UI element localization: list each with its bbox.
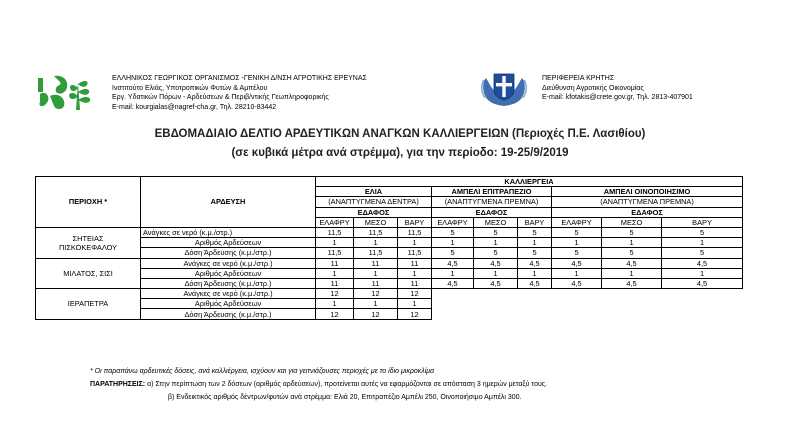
value-cell: 5: [432, 248, 474, 258]
value-cell: 5: [474, 248, 518, 258]
region-cell: [36, 289, 141, 320]
value-cell: 1: [316, 299, 354, 309]
soil-type-light: ΕΛΑΦΡΥ: [316, 217, 354, 227]
value-cell: 5: [552, 248, 602, 258]
value-cell: 1: [432, 238, 474, 248]
value-cell: 12: [398, 309, 432, 319]
institute-line-4: E-mail: kourgialas@nagref-cha.gr, Τηλ. 28210-83442: [112, 103, 277, 111]
table-row: [36, 309, 743, 319]
soil-header: ΕΔΑΦΟΣ: [316, 207, 432, 217]
soil-type-medium: ΜΕΣΟ: [602, 217, 662, 227]
bulletin-subtitle: (σε κυβικά μέτρα ανά στρέμμα), για την περίοδο: 19-25/9/2019: [231, 147, 569, 159]
remark-a: α) Στην περίπτωση των 2 δόσεων (αριθμός αρδεύσεων), προτείνεται αυτές να εφαρμόζονται σε απόσταση 3 ημερών μεταξύ τους.: [147, 381, 548, 388]
table-row: [36, 278, 743, 288]
value-cell: 5: [602, 227, 662, 237]
value-cell: 4,5: [662, 258, 743, 268]
value-cell: 11,5: [316, 227, 354, 237]
value-cell: 4,5: [474, 278, 518, 288]
value-cell: 11: [354, 278, 398, 288]
row-label-water-needs: Ανάγκες σε νερό (κ.μ./στρ.): [141, 289, 316, 299]
region-name: ΠΙΣΚΟΚΕΦΑΛΟΥ: [58, 242, 118, 252]
crop-wine-grape-header: ΑΜΠΕΛΙ ΟΙΝΟΠΟΙΗΣΙΜΟ: [552, 187, 743, 197]
institute-line-2: Ινστιτούτο Ελιάς, Υποτροπικών Φυτών & Αμπέλου: [112, 84, 268, 92]
row-label-irrigation-count: Αριθμός Αρδεύσεων: [141, 299, 316, 309]
value-cell: 12: [316, 289, 354, 299]
remarks-line-a: [90, 378, 547, 391]
footnote: * Οι παραπάνω αρδευτικές δόσεις, ανά καλλιέργεια, ισχύουν και για γειτνιάζουσες περιοχές με το ίδιο μικροκλίμα: [90, 368, 435, 375]
value-cell: 5: [602, 248, 662, 258]
value-cell: 1: [662, 268, 743, 278]
value-cell: 11,5: [354, 227, 398, 237]
table-row: [36, 238, 743, 248]
soil-type-light: ΕΛΑΦΡΥ: [552, 217, 602, 227]
soil-type-heavy: ΒΑΡΥ: [518, 217, 552, 227]
elgo-dimitra-logo-icon: [36, 72, 104, 112]
soil-header: ΕΔΑΦΟΣ: [552, 207, 743, 217]
value-cell: 5: [552, 227, 602, 237]
greek-coat-of-arms-icon: [478, 68, 530, 108]
remarks-label: ΠΑΡΑΤΗΡΗΣΕΙΣ:: [90, 381, 146, 388]
value-cell: 12: [398, 289, 432, 299]
institute-line-1: ΕΛΛΗΝΙΚΟΣ ΓΕΩΡΓΙΚΟΣ ΟΡΓΑΝΙΣΜΟΣ -ΓΕΝΙΚΗ Δ/ΝΣΗ ΑΓΡΟΤΙΚΗΣ ΕΡΕΥΝΑΣ: [112, 75, 367, 82]
value-cell: 11: [398, 258, 432, 268]
value-cell: 1: [602, 238, 662, 248]
header-row-crops: [36, 177, 743, 187]
table-row: [36, 227, 743, 237]
value-cell: 4,5: [518, 278, 552, 288]
value-cell: 1: [316, 268, 354, 278]
region-column-header: ΠΕΡΙΟΧΗ *: [36, 177, 141, 228]
value-cell: 1: [602, 268, 662, 278]
value-cell: 1: [354, 299, 398, 309]
soil-type-light: ΕΛΑΦΡΥ: [432, 217, 474, 227]
table-row: [36, 258, 743, 268]
value-cell: 1: [354, 268, 398, 278]
value-cell: 1: [432, 268, 474, 278]
value-cell: 12: [354, 289, 398, 299]
region-line-3: E-mail: kfotakis@crete.gov.gr, Τηλ. 2813-407901: [542, 94, 693, 101]
value-cell: 11: [316, 258, 354, 268]
value-cell: 12: [354, 309, 398, 319]
row-label-water-needs: Ανάγκες σε νερό (κ.μ./στρ.): [141, 258, 316, 268]
institute-header: [36, 72, 416, 116]
region-cell: [36, 227, 141, 258]
value-cell: 11: [354, 258, 398, 268]
value-cell: 1: [552, 238, 602, 248]
value-cell: 11,5: [398, 248, 432, 258]
value-cell: 11,5: [354, 248, 398, 258]
table-row: [36, 248, 743, 258]
value-cell: 1: [518, 268, 552, 278]
value-cell: 11: [316, 278, 354, 288]
remark-b: β) Ενδεικτικός αριθμός δέντρων/φυτών ανά στρέμμα: Ελιά 20, Επιτραπέζιο Αμπέλι 250, Οινοποιήσιμο Αμπέλι 300.: [168, 394, 522, 401]
soil-type-heavy: ΒΑΡΥ: [398, 217, 432, 227]
value-cell: 5: [474, 227, 518, 237]
row-label-water-needs: Ανάγκες σε νερό (κ.μ./στρ.): [141, 227, 316, 237]
value-cell: 4,5: [602, 258, 662, 268]
region-cell: [36, 258, 141, 289]
value-cell: 12: [316, 309, 354, 319]
table-row: [36, 268, 743, 278]
value-cell: 11,5: [398, 227, 432, 237]
crop-table-grape-header: ΑΜΠΕΛΙ ΕΠΙΤΡΑΠΕΖΙΟ: [432, 187, 552, 197]
empty-area: [432, 289, 743, 299]
value-cell: 1: [316, 238, 354, 248]
value-cell: 4,5: [552, 278, 602, 288]
value-cell: 1: [474, 268, 518, 278]
value-cell: 1: [398, 238, 432, 248]
value-cell: 5: [432, 227, 474, 237]
value-cell: 1: [398, 268, 432, 278]
table-row: [36, 299, 743, 309]
value-cell: 5: [518, 248, 552, 258]
institute-line-3: Εργ. Υδατικών Πόρων - Αρδεύσεων & Περιβ/ντικής Γεωπληροφορικής: [112, 94, 329, 101]
bulletin-title: ΕΒΔΟΜΑΔΙΑΙΟ ΔΕΛΤΙΟ ΑΡΔΕΥΤΙΚΩΝ ΑΝΑΓΚΩΝ ΚΑΛΛΙΕΡΓΕΙΩΝ (Περιοχές Π.Ε. Λασιθίου): [154, 128, 646, 140]
empty-area: [432, 309, 743, 319]
crop-olive-header: ΕΛΙΑ: [316, 187, 432, 197]
value-cell: 5: [518, 227, 552, 237]
value-cell: 4,5: [432, 278, 474, 288]
value-cell: 4,5: [602, 278, 662, 288]
value-cell: 1: [662, 238, 743, 248]
soil-type-medium: ΜΕΣΟ: [474, 217, 518, 227]
value-cell: 1: [354, 238, 398, 248]
value-cell: 1: [398, 299, 432, 309]
table-row: [36, 289, 743, 299]
value-cell: 4,5: [662, 278, 743, 288]
value-cell: 4,5: [474, 258, 518, 268]
irrigation-column-header: ΑΡΔΕΥΣΗ: [141, 177, 316, 228]
soil-header: ΕΔΑΦΟΣ: [432, 207, 552, 217]
row-label-irrigation-count: Αριθμός Αρδεύσεων: [141, 268, 316, 278]
row-label-dose: Δόση Άρδευσης (κ.μ./στρ.): [141, 278, 316, 288]
region-header: [478, 68, 778, 112]
value-cell: 5: [662, 248, 743, 258]
value-cell: 11,5: [316, 248, 354, 258]
region-line-2: Διεύθυνση Αγροτικής Οικονομίας: [542, 84, 644, 92]
empty-area: [432, 299, 743, 309]
soil-type-medium: ΜΕΣΟ: [354, 217, 398, 227]
crop-olive-subtitle: (ΑΝΑΠΤΥΓΜΕΝΑ ΔΕΝΤΡΑ): [316, 197, 432, 207]
row-label-irrigation-count: Αριθμός Αρδεύσεων: [141, 238, 316, 248]
value-cell: 4,5: [552, 258, 602, 268]
value-cell: 1: [518, 238, 552, 248]
crops-header: ΚΑΛΛΙΕΡΓΕΙΑ: [316, 177, 743, 187]
value-cell: 4,5: [432, 258, 474, 268]
value-cell: 1: [474, 238, 518, 248]
region-name: ΙΕΡΑΠΕΤΡΑ: [67, 299, 109, 309]
region-name: ΜΙΛΑΤΟΣ, ΣΙΣΙ: [63, 268, 113, 278]
value-cell: 11: [398, 278, 432, 288]
value-cell: 4,5: [518, 258, 552, 268]
row-label-dose: Δόση Άρδευσης (κ.μ./στρ.): [141, 248, 316, 258]
value-cell: 5: [662, 227, 743, 237]
value-cell: 1: [552, 268, 602, 278]
crop-wine-grape-subtitle: (ΑΝΑΠΤΥΓΜΕΝΑ ΠΡΕΜΝΑ): [552, 197, 743, 207]
soil-type-heavy: ΒΑΡΥ: [662, 217, 743, 227]
crop-table-grape-subtitle: (ΑΝΑΠΤΥΓΜΕΝΑ ΠΡΕΜΝΑ): [432, 197, 552, 207]
region-name: ΣΗΤΕΙΑΣ: [72, 233, 104, 243]
irrigation-needs-table: [35, 176, 743, 320]
row-label-dose: Δόση Άρδευσης (κ.μ./στρ.): [141, 309, 316, 319]
region-line-1: ΠΕΡΙΦΕΡΕΙΑ ΚΡΗΤΗΣ: [542, 75, 615, 82]
